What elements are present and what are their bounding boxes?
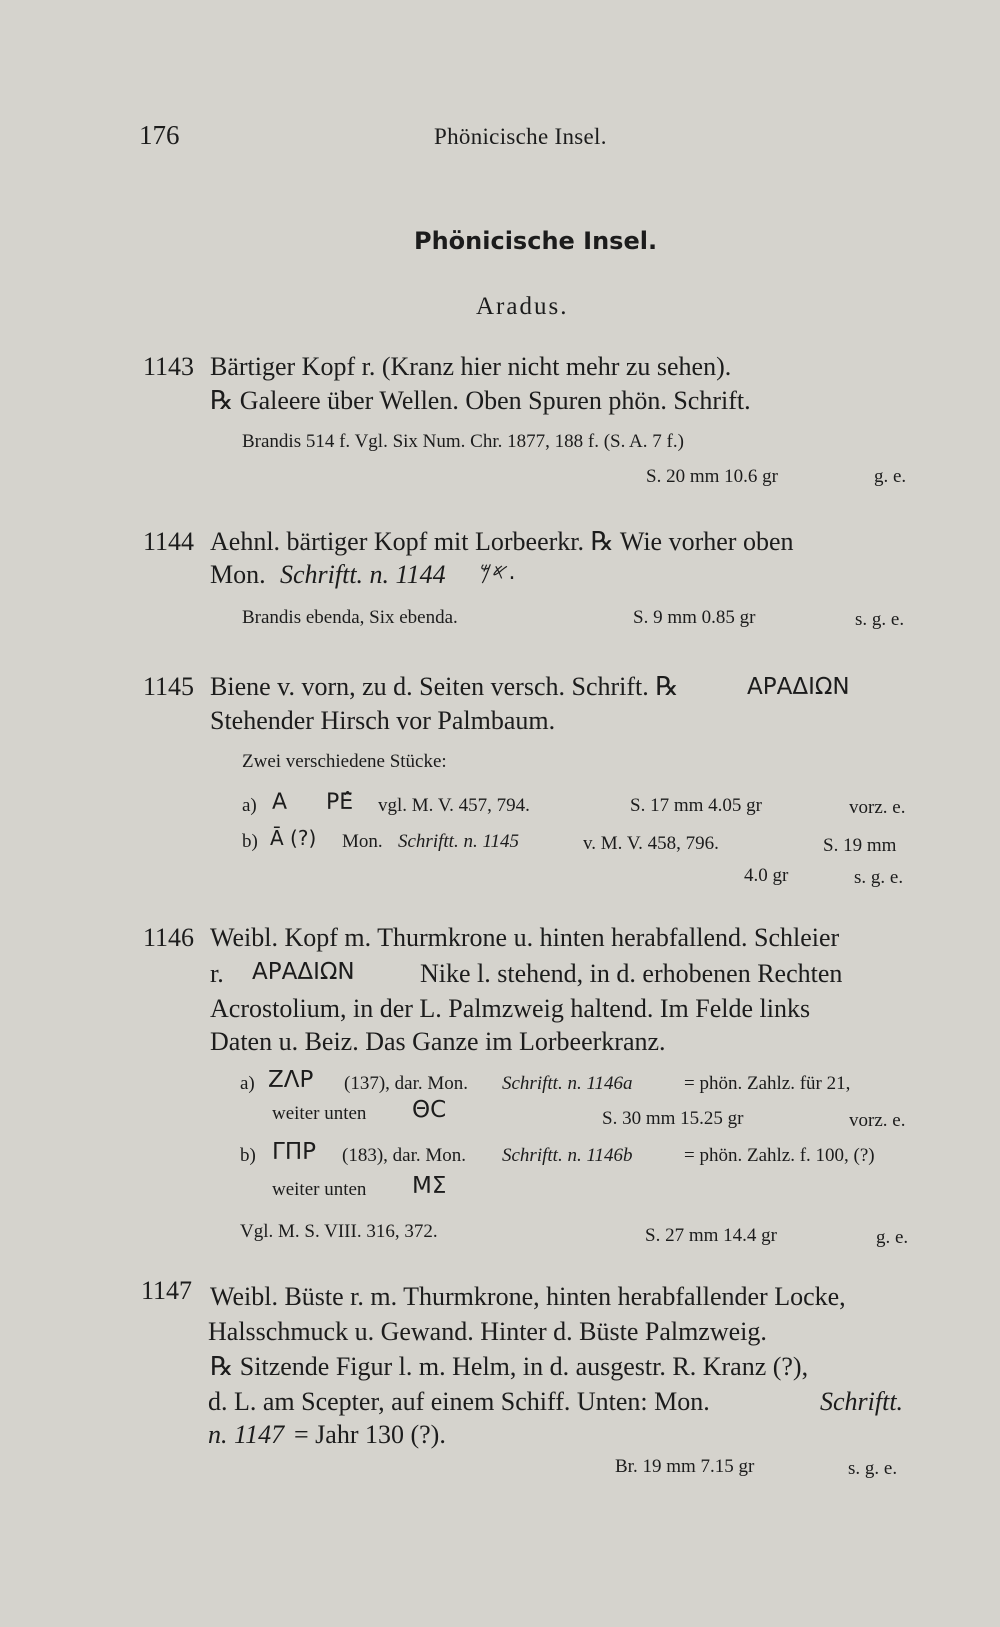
entry-1147-size-weight: Br. 19 mm 7.15 gr (615, 1456, 755, 1477)
entry-1145-a-letters: Α (272, 790, 288, 815)
entry-1145-a-label: a) (242, 795, 257, 816)
entry-1143-obverse: Bärtiger Kopf r. (Kranz hier nicht mehr zu sehen). (210, 352, 732, 381)
entry-1146-a-size-weight: S. 30 mm 15.25 gr (602, 1108, 744, 1129)
entry-1146-a-letters-2: ΘC (412, 1097, 447, 1123)
entry-1146-reference: Vgl. M. S. VIII. 316, 372. (240, 1221, 438, 1242)
entry-1145-b-mon: Mon. (342, 831, 383, 852)
entry-1147-line2: Halsschmuck u. Gewand. Hinter d. Büste Palmzweig. (208, 1317, 767, 1346)
entry-1145-a-size-weight: S. 17 mm 4.05 gr (630, 795, 762, 816)
entry-1145-line2: Stehender Hirsch vor Palmbaum. (210, 706, 556, 735)
entry-1146-greek-legend: ΑΡΑΔΙΩΝ (252, 959, 355, 985)
entry-1145-a-reference: vgl. M. V. 457, 794. (378, 795, 530, 816)
entry-1146-b-text3: = phön. Zahlz. f. 100, (?) (684, 1145, 875, 1166)
entry-1146-b-letters: ΓΠΡ (272, 1139, 316, 1165)
entry-number-1146: 1146 (143, 923, 195, 952)
entry-1146-a-text1: (137), dar. Mon. (344, 1073, 469, 1094)
entry-1145-b-condition: s. g. e. (854, 867, 904, 888)
section-subtitle: Aradus. (476, 293, 569, 320)
entry-1144-condition: s. g. e. (855, 609, 905, 630)
entry-1145-b-letters: Ᾱ (?) (270, 826, 317, 850)
entry-1146-line4: Daten u. Beiz. Das Ganze im Lorbeerkranz. (210, 1027, 666, 1056)
page-number: 176 (139, 120, 180, 150)
entry-1143-condition: g. e. (874, 466, 907, 487)
entry-1145-intro: Zwei verschiedene Stücke: (242, 751, 447, 772)
entry-1144-size-weight: S. 9 mm 0.85 gr (633, 607, 756, 628)
phoenician-letters: 𐤀𐤌. (480, 560, 516, 585)
entry-1145-b-size: S. 19 mm (823, 835, 897, 856)
entry-1144-line2-schriftt: Schriftt. n. 1144 (280, 560, 446, 589)
entry-number-1144: 1144 (143, 527, 195, 556)
entry-1146-line3: Acrostolium, in der L. Palmzweig haltend. Im Felde links (210, 994, 811, 1023)
entry-number-1145: 1145 (143, 672, 195, 701)
entry-1146-line2: Nike l. stehend, in d. erhobenen Rechten (420, 959, 843, 988)
entry-1146-b-text4: weiter unten (272, 1179, 367, 1200)
entry-1146-a-text3: = phön. Zahlz. für 21, (684, 1073, 851, 1094)
entry-1145-a-condition: vorz. e. (849, 797, 906, 818)
entry-number-1147: 1147 (141, 1276, 193, 1305)
entry-1146-a-letters: ΖΛΡ (268, 1067, 314, 1093)
entry-1145-b-label: b) (242, 831, 258, 852)
entry-1147-line5: = Jahr 130 (?). (294, 1420, 446, 1449)
entry-1147-line4-schriftt: Schriftt. (820, 1387, 904, 1416)
entry-1145-line1: Biene v. vorn, zu d. Seiten versch. Schrift. ℞ (210, 672, 679, 701)
entry-1146-a-text4: weiter unten (272, 1103, 367, 1124)
entry-1146-a-condition: vorz. e. (849, 1110, 906, 1131)
entry-1146-line1: Weibl. Kopf m. Thurmkrone u. hinten herabfallend. Schleier (210, 923, 840, 952)
entry-1147-condition: s. g. e. (848, 1458, 898, 1479)
entry-1146-size-weight: S. 27 mm 14.4 gr (645, 1225, 777, 1246)
entry-number-1143: 1143 (143, 352, 195, 381)
running-head: Phönicische Insel. (434, 124, 607, 149)
entry-1147-line5-number: n. 1147 (208, 1420, 285, 1449)
entry-1146-b-label: b) (240, 1145, 256, 1166)
entry-1145-b-schriftt: Schriftt. n. 1145 (398, 831, 520, 852)
entry-1147-line3: ℞ Sitzende Figur l. m. Helm, in d. ausgestr. R. Kranz (?), (210, 1352, 809, 1381)
entry-1144-line2-mon: Mon. (210, 560, 266, 589)
entry-1145-a-letters-2: ΡΕ̂ (326, 790, 354, 815)
entry-1145-b-reference: v. M. V. 458, 796. (583, 833, 719, 854)
entry-1143-size-weight: S. 20 mm 10.6 gr (646, 466, 778, 487)
entry-1146-b-text1: (183), dar. Mon. (342, 1145, 467, 1166)
entry-1146-condition: g. e. (876, 1227, 909, 1248)
entry-1146-b-letters-2: ΜΣ (412, 1173, 447, 1199)
section-title: Phönicische Insel. (414, 227, 658, 255)
entry-1143-reference: Brandis 514 f. Vgl. Six Num. Chr. 1877, 188 f. (S. A. 7 f.) (242, 431, 684, 452)
entry-1146-a-label: a) (240, 1073, 255, 1094)
entry-1144-reference: Brandis ebenda, Six ebenda. (242, 607, 458, 628)
entry-1146-line2-r: r. (210, 959, 224, 988)
entry-1146-a-schriftt: Schriftt. n. 1146a (502, 1073, 633, 1094)
entry-1145-greek-legend: ΑΡΑΔΙΩΝ (747, 674, 850, 700)
entry-1145-b-weight: 4.0 gr (744, 865, 789, 886)
entry-1147-line4: d. L. am Scepter, auf einem Schiff. Unten: Mon. (208, 1387, 710, 1416)
entry-1147-line1: Weibl. Büste r. m. Thurmkrone, hinten herabfallender Locke, (210, 1282, 846, 1311)
entry-1143-reverse: ℞ Galeere über Wellen. Oben Spuren phön. Schrift. (210, 386, 751, 415)
entry-1144-line1: Aehnl. bärtiger Kopf mit Lorbeerkr. ℞ Wie vorher oben (210, 527, 794, 556)
entry-1146-b-schriftt: Schriftt. n. 1146b (502, 1145, 633, 1166)
